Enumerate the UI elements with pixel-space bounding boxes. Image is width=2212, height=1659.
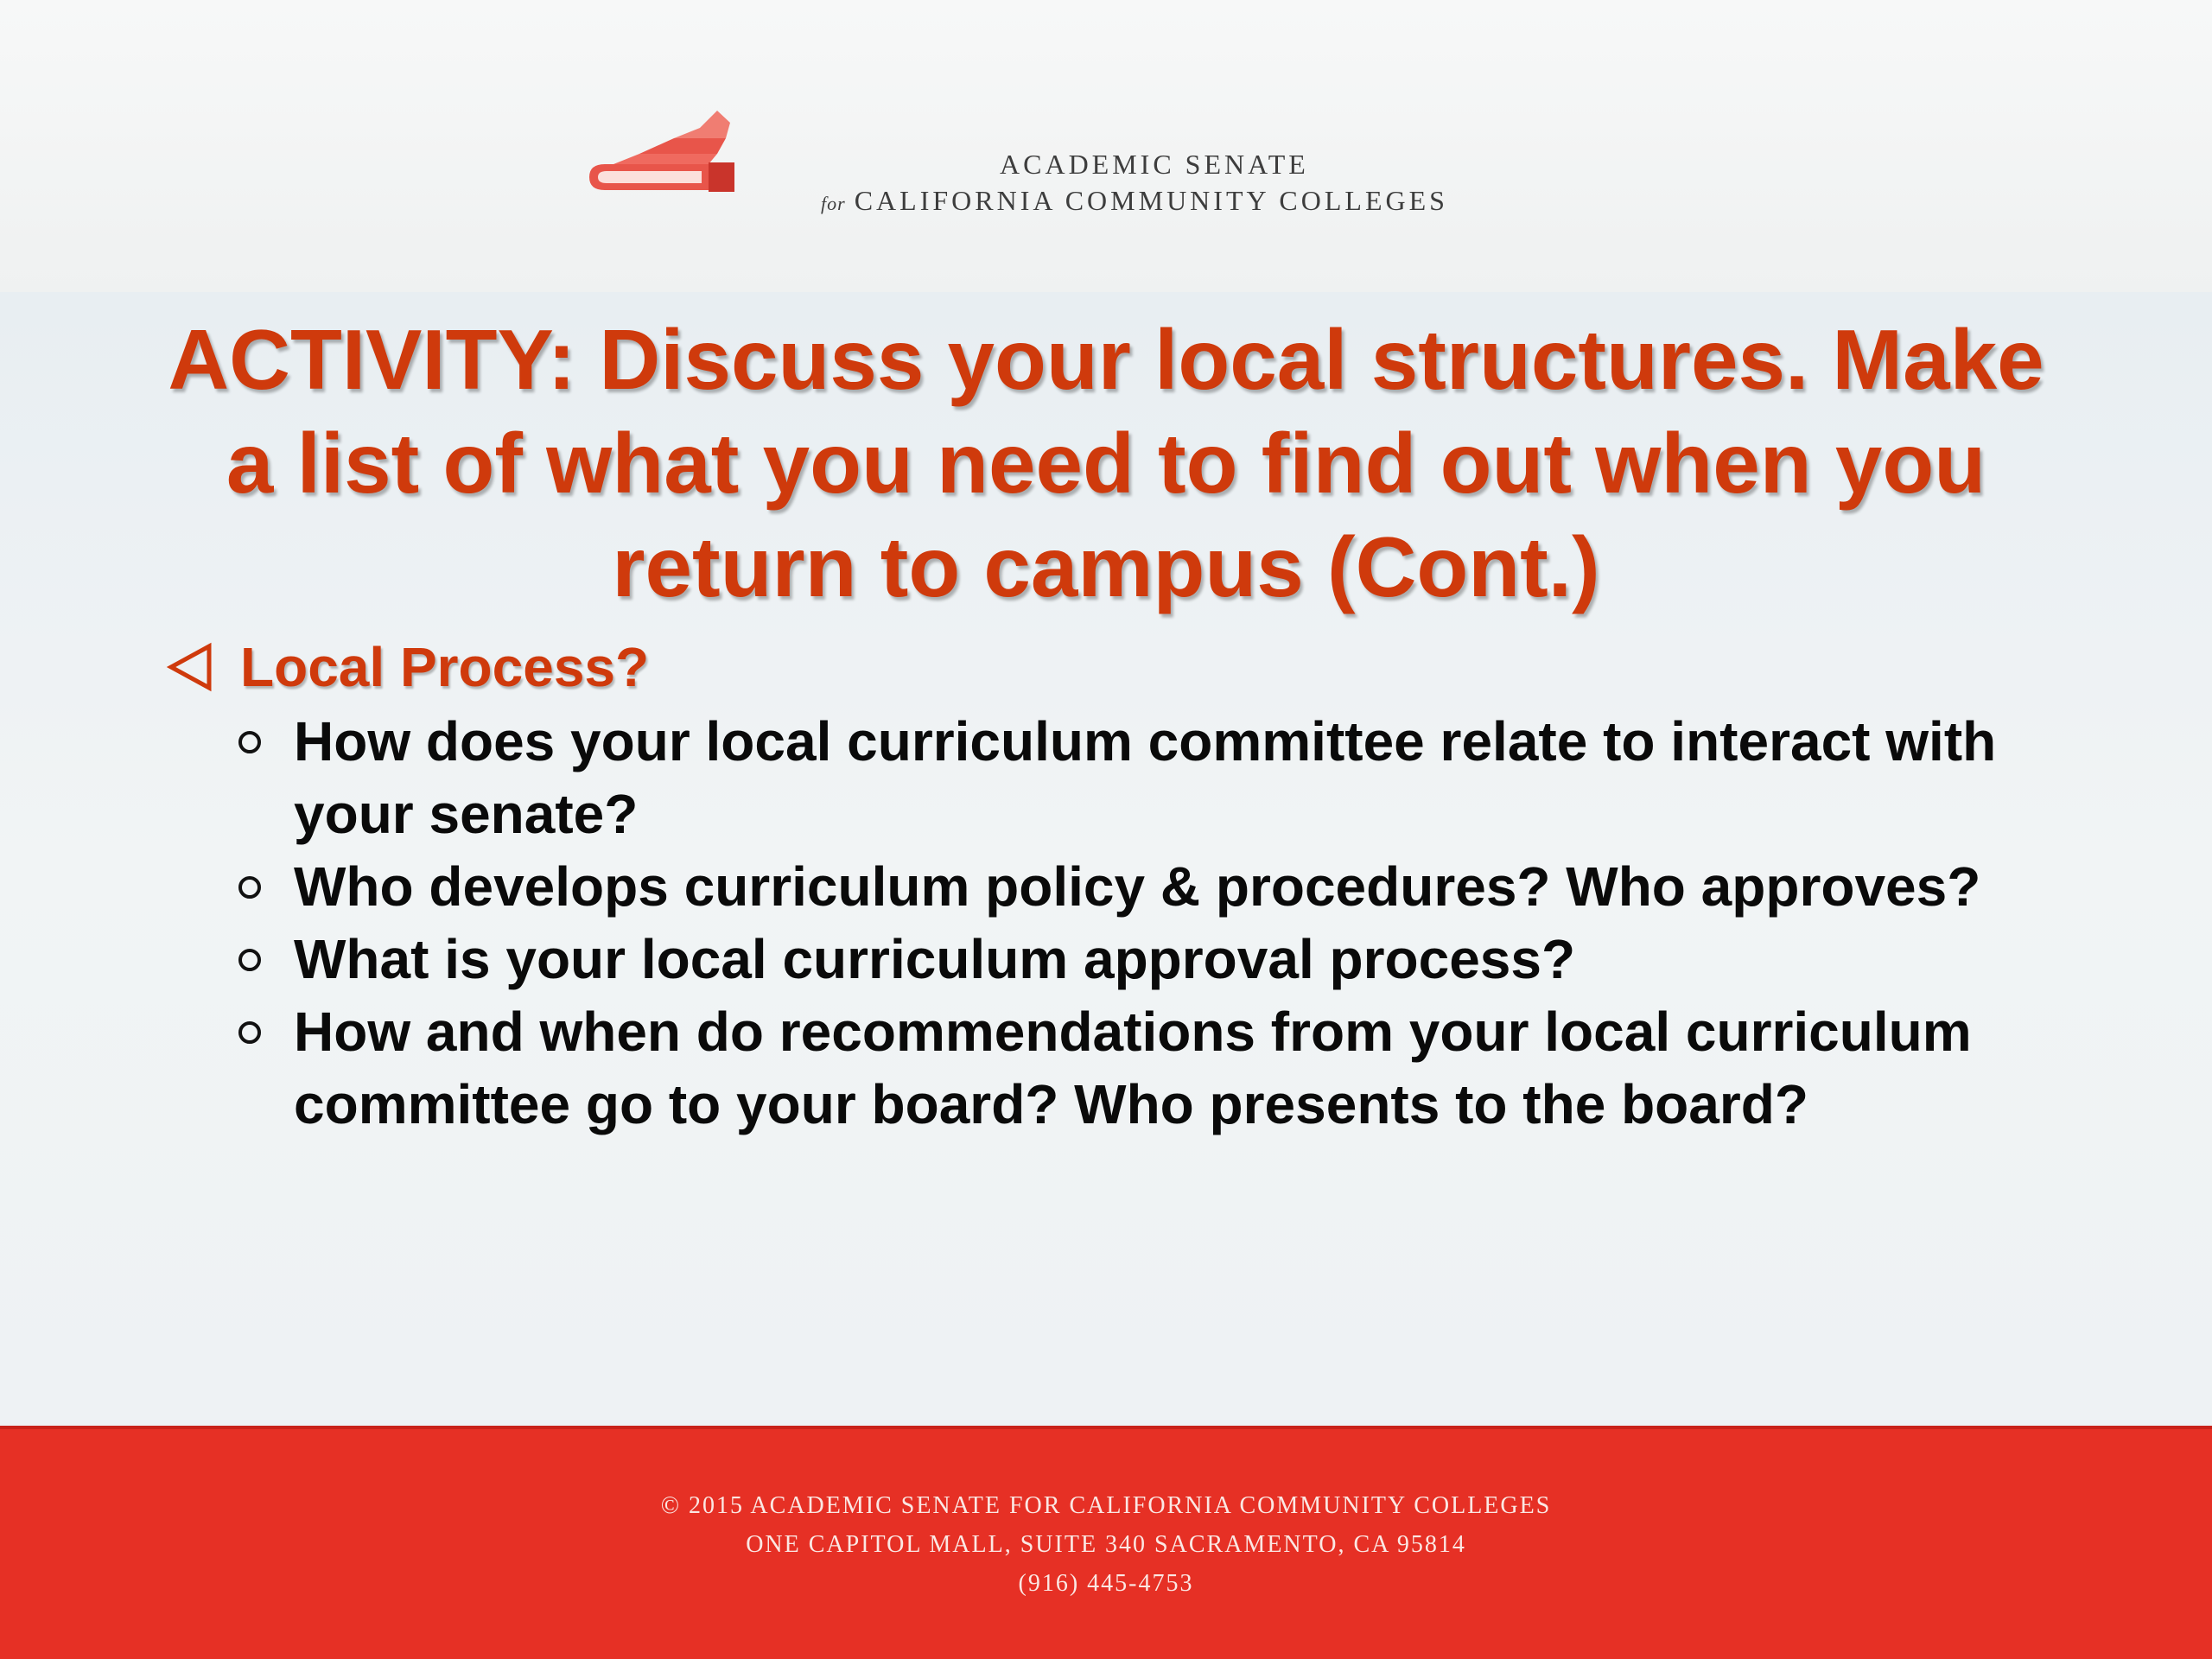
title-line-1: ACTIVITY: Discuss your local structures. Make bbox=[168, 312, 2044, 407]
left-triangle-outline-icon bbox=[164, 641, 216, 693]
list-item bbox=[233, 705, 2100, 850]
hollow-circle-icon bbox=[238, 876, 261, 899]
slide-title bbox=[104, 308, 2108, 619]
list-item-text: How and when do recommendations from your local curriculum committee go to your board? Who presents to the board? bbox=[294, 1001, 1972, 1135]
list-item-text: How does your local curriculum committee relate to interact with your senate? bbox=[294, 710, 1997, 845]
org-name-line1: ACADEMIC SENATE bbox=[1000, 149, 1309, 180]
footer-phone: (916) 445-4753 bbox=[1018, 1570, 1194, 1597]
hollow-circle-icon bbox=[238, 1021, 261, 1044]
list-item bbox=[233, 923, 2100, 995]
list-item bbox=[233, 850, 2100, 923]
hollow-circle-icon bbox=[238, 731, 261, 753]
header-band bbox=[0, 0, 2212, 292]
org-name-for: for bbox=[821, 193, 846, 214]
org-name-line2-text: CALIFORNIA COMMUNITY COLLEGES bbox=[854, 185, 1448, 216]
footer-text bbox=[0, 1486, 2212, 1603]
section-label: Local Process? bbox=[240, 636, 650, 698]
list-item bbox=[233, 995, 2100, 1141]
footer-address: ONE CAPITOL MALL, SUITE 340 SACRAMENTO, CA 95814 bbox=[746, 1531, 1466, 1558]
bullet-list bbox=[233, 705, 2100, 1141]
org-name-line2 bbox=[821, 185, 1448, 217]
title-line-2: a list of what you need to find out when you bbox=[226, 416, 1986, 511]
section-heading bbox=[164, 632, 649, 702]
book-pen-icon bbox=[588, 104, 743, 216]
hollow-circle-icon bbox=[238, 949, 261, 971]
footer-copyright: © 2015 ACADEMIC SENATE FOR CALIFORNIA COMMUNITY COLLEGES bbox=[660, 1492, 1552, 1519]
title-line-3: return to campus (Cont.) bbox=[612, 519, 1600, 614]
list-item-text: What is your local curriculum approval process? bbox=[294, 928, 1576, 990]
list-item-text: Who develops curriculum policy & procedures? Who approves? bbox=[294, 855, 1981, 918]
